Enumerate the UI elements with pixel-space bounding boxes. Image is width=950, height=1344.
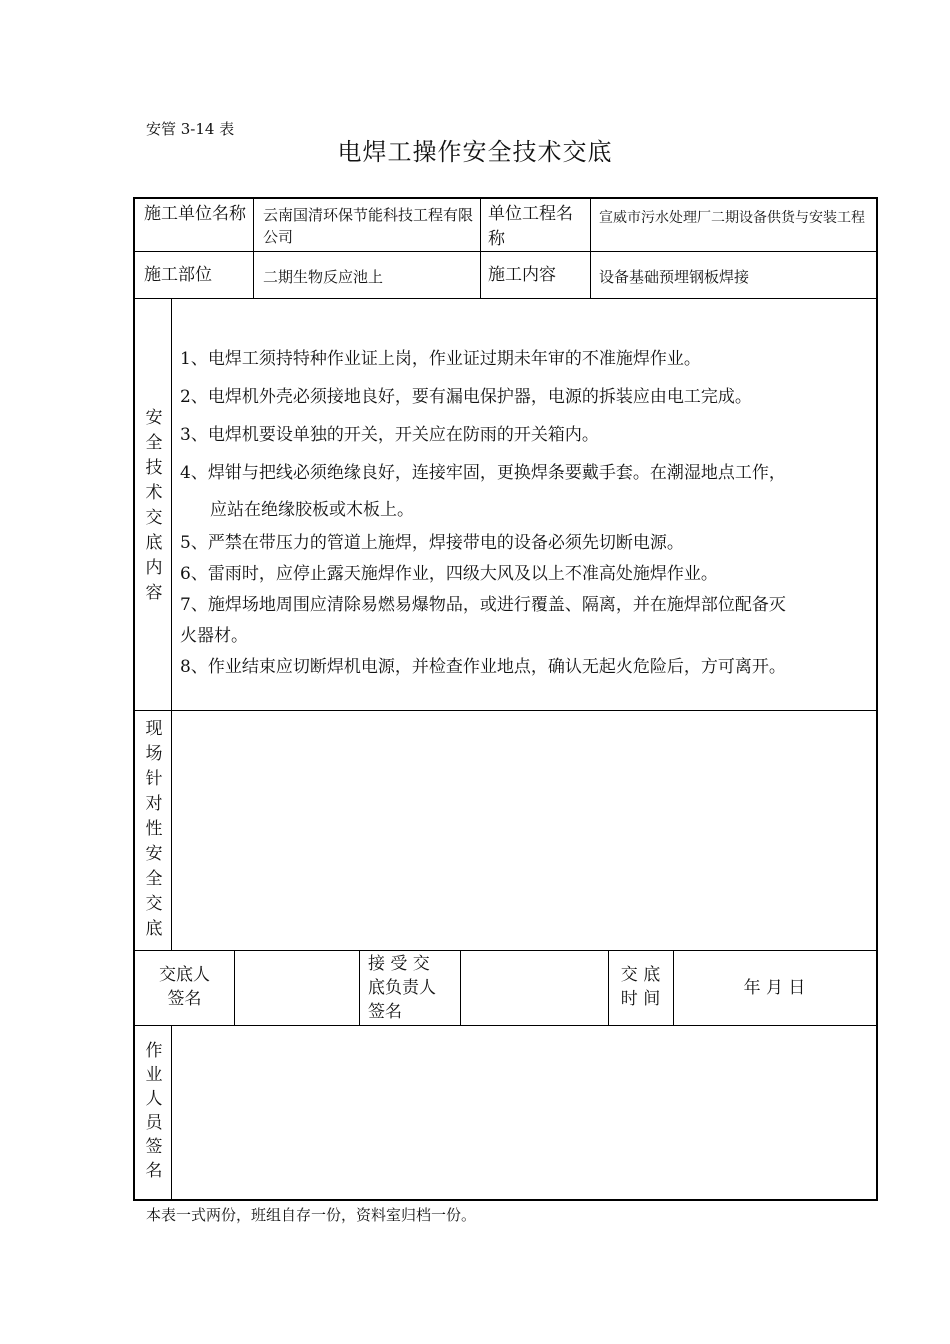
vertical-label-char: 人 [145, 1089, 163, 1109]
vertical-label-char: 技 [145, 458, 163, 478]
divider [135, 298, 876, 299]
safety-item: 应站在绝缘胶板或木板上。 [210, 500, 414, 520]
divider [253, 199, 254, 298]
vertical-label-char: 业 [145, 1065, 163, 1085]
location-value: 二期生物反应池上 [263, 268, 384, 286]
vertical-label-char: 全 [145, 869, 163, 889]
location-label: 施工部位 [144, 265, 212, 285]
safety-item: 1、电焊工须持特种作业证上岗，作业证过期未年审的不准施焊作业。 [180, 349, 701, 369]
work-label: 施工内容 [488, 265, 556, 285]
safety-content [180, 340, 872, 683]
briefer-label: 交底人 签名 [159, 965, 210, 1009]
receiver-label: 接 受 交 底负责人 签名 [368, 954, 436, 1022]
divider [171, 298, 172, 950]
unit-value: 云南国清环保节能科技工程有限公司 [263, 206, 474, 246]
vertical-label-char: 全 [145, 433, 163, 453]
vertical-label-char: 术 [145, 483, 163, 503]
divider [460, 950, 461, 1025]
form-code: 安管 3-14 表 [146, 120, 235, 138]
divider [135, 1025, 876, 1026]
safety-section-label [144, 406, 164, 606]
form-table [133, 197, 878, 1201]
divider [359, 950, 360, 1025]
footer-note: 本表一式两份，班组自存一份，资料室归档一份。 [146, 1206, 477, 1224]
project-value: 宣威市污水处理厂二期设备供货与安装工程 [599, 210, 865, 226]
work-value: 设备基础预埋钢板焊接 [599, 268, 750, 286]
divider [590, 199, 591, 298]
unit-label: 施工单位名称 [144, 204, 246, 224]
time-label: 交 底 时 间 [620, 965, 661, 1009]
vertical-label-char: 容 [145, 583, 163, 603]
safety-item: 2、电焊机外壳必须接地良好，要有漏电保护器，电源的拆装应由电工完成。 [180, 387, 752, 407]
divider [171, 1025, 172, 1201]
vertical-label-char: 底 [145, 919, 163, 939]
vertical-label-char: 安 [145, 844, 163, 864]
vertical-label-char: 现 [145, 719, 163, 739]
vertical-label-char: 场 [145, 744, 163, 764]
vertical-label-char: 交 [145, 894, 163, 914]
vertical-label-char: 作 [145, 1041, 163, 1061]
safety-item: 6、雷雨时，应停止露天施焊作业，四级大风及以上不准高处施焊作业。 [180, 564, 718, 584]
site-section-label [144, 717, 164, 942]
vertical-label-char: 安 [145, 408, 163, 428]
vertical-label-char: 名 [145, 1161, 163, 1181]
vertical-label-char: 交 [145, 508, 163, 528]
vertical-label-char: 针 [145, 769, 163, 789]
divider [234, 950, 235, 1025]
vertical-label-char: 底 [145, 533, 163, 553]
vertical-label-char: 签 [145, 1137, 163, 1157]
vertical-label-char: 员 [145, 1113, 163, 1133]
workers-section-label [144, 1039, 164, 1183]
safety-item: 8、作业结束应切断焊机电源，并检查作业地点，确认无起火危险后，方可离开。 [180, 657, 786, 677]
safety-item: 火器材。 [180, 626, 248, 646]
safety-item: 4、焊钳与把线必须绝缘良好，连接牢固，更换焊条要戴手套。在潮湿地点工作， [180, 463, 786, 483]
divider [480, 199, 481, 298]
divider [135, 950, 876, 951]
vertical-label-char: 对 [145, 794, 163, 814]
safety-item: 7、施焊场地周围应清除易燃易爆物品，或进行覆盖、隔离，并在施焊部位配备灭 [180, 595, 786, 615]
page-title: 电焊工操作安全技术交底 [337, 138, 613, 166]
vertical-label-char: 内 [145, 558, 163, 578]
safety-item: 5、严禁在带压力的管道上施焊，焊接带电的设备必须先切断电源。 [180, 533, 684, 553]
divider [135, 710, 876, 711]
safety-item: 3、电焊机要设单独的开关，开关应在防雨的开关箱内。 [180, 425, 599, 445]
date-value: 年 月 日 [743, 978, 806, 998]
vertical-label-char: 性 [145, 819, 163, 839]
project-label: 单位工程名称 [488, 204, 573, 249]
